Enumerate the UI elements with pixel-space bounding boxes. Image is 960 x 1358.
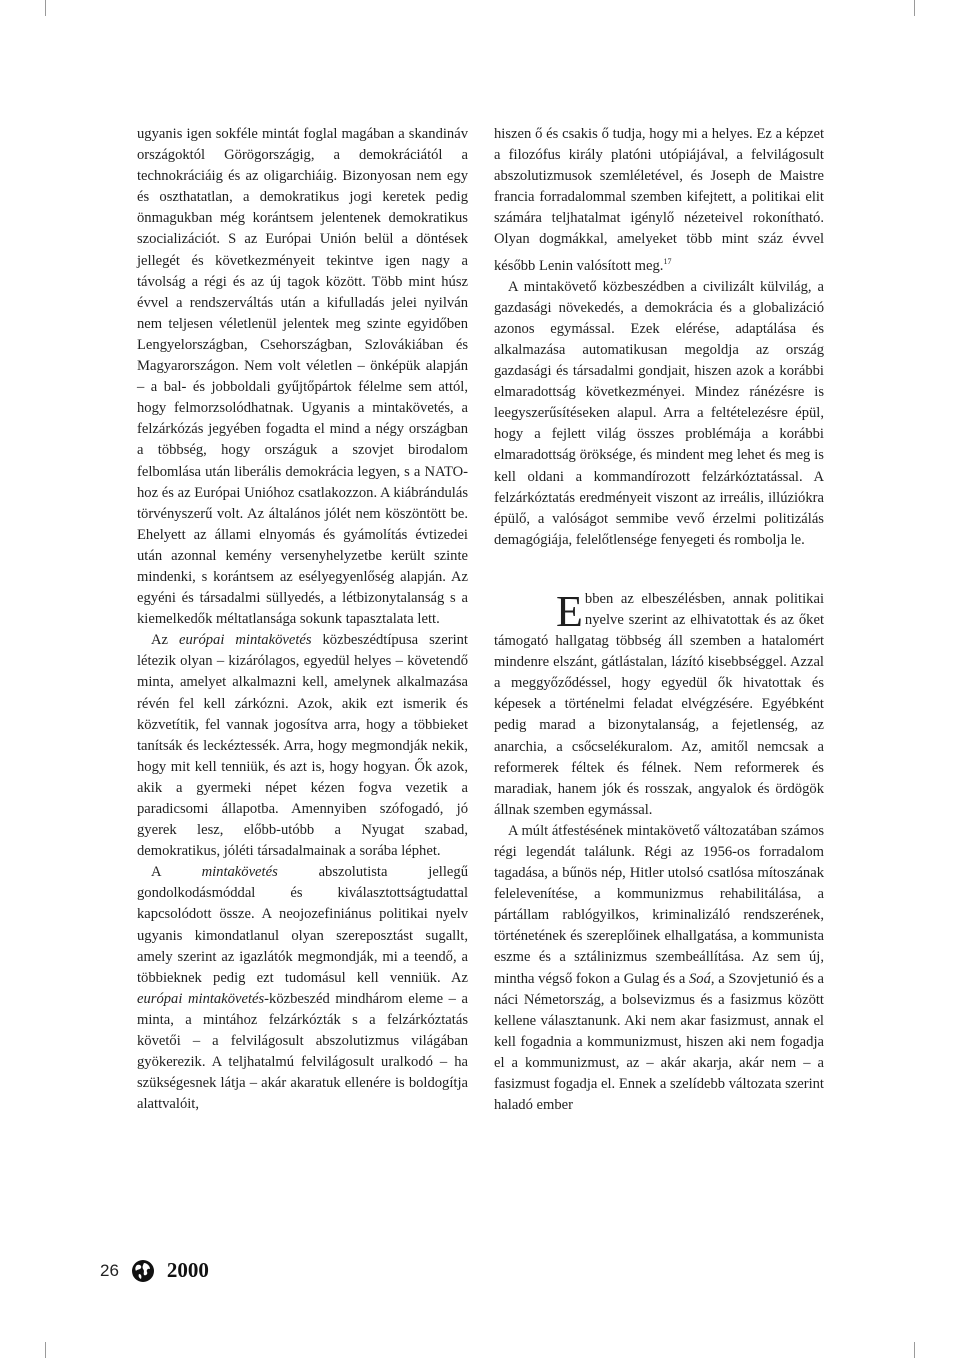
journal-title: 2000 xyxy=(166,1258,209,1282)
paragraph: A múlt átfestésének mintakövető változatában számos régi legendát találunk. Régi az 1956-os forradalom tagadása, a bűnös nép, Hitler utolsó csatlósa mítoszának felelevenítése, a kommunizmus rehabilitálása, a pártállam rablógyilkos, kriminalizáló rendszerének, történetének és szereplőinek elhallgatása, a kommunista eszme és a sztálinizmus szembeállítása. Az sem új, mintha végső fokon a Gulag és a Soá, a Szovjetunió és a náci Németország, a bolsevizmus és a fasizmus között kellene választanunk. Aki nem akar fasizmust, annak el kell fogadnia a kommunizmust, hiszen aki nem fogadja el a kommunizmust, az – akár akarja, akár nem – a fasizmust fogadja el. Ennek a szelídebb változata szerint haladó ember xyxy=(494,822,824,1114)
right-column xyxy=(494,124,824,1116)
paragraph: A mintakövető közbeszédben a civilizált külvilág, a gazdasági növekedés, a demokrácia és a globalizáció azonos egymással. Ezek elérése, adaptálása és alkalmazása automatikusan megoldja az ország gazdasági és társadalmi gondjait, hiszen azok a korábbi elmaradottság következményei. Mindez ránézésre is leegyszerűsítéseken alapul. Arra a feltételezésre épül, hogy a fejlett világ összes problémája a korábbi elmaradottság öröksége, és mindent meg lehet és meg is kell oldani a kommandírozott felzárkóztatással. A felzárkóztatás eredményeit viszont az irreális, illúziókra épülő, a valóságot semmibe vevő érzelmi politizálás demagógiája, felelőtlensége fenyegeti és rombolja le. xyxy=(494,278,824,548)
page-footer xyxy=(100,1258,209,1283)
emphasis: európai mintakövetés xyxy=(137,990,265,1007)
footnote-marker: 17 xyxy=(663,256,672,266)
emphasis: mintakövetés xyxy=(201,864,278,881)
page-number: 26 xyxy=(100,1260,119,1280)
crop-mark-bottom-right xyxy=(914,1342,915,1358)
section-opening-paragraph: Ebben az elbeszélésben, annak politikai nyelve szerint az elhivatottak és az őket támogató hallgatag többség áll szemben a hatalomért mindenre elszánt, gátlástalan, lázító kisebbséggel. Azzal a meggyőződéssel, hogy egyedül ők hivatottak és képesek a történelmi feladat elvégzésére. Egyébként pedig marad a bizonytalanság, a fejetlenség, az anarchia, a csőcselékuralom. Az, amitől nemcsak a reformerek féltek és félnek. Nem reformerek és maradiak, hanem jók és rosszak, angyalok és ördögök állnak szemben egymással. xyxy=(494,586,824,818)
drop-cap: E xyxy=(556,586,583,636)
crop-mark-top-right xyxy=(914,0,915,16)
paragraph: ugyanis igen sokféle mintát foglal magában a skandináv országoktól Görögországig, a demokráciától a technokráciáig és az oligarchiáig. Bizonyosan nem egy és oszthatatlan, a demokratikus jogi keretek pedig önmagukban még korántsem jelentenek demokratikus szocializációt. S az Európai Unión belül a döntések jellegét és következményeit tekintve igen nagy a távolság a régi és az új tagok között. Több mint húsz évvel a rendszerváltás után a kifulladás jelei nyilván nem teljesen véletlenül jelentek meg szinte egyidőben Lengyelországban, Csehországban, Szlovákiában és Magyarországon. Nem volt véletlen – önképük alapján – a bal- és jobboldali gyűjtőpártok félelme sem attól, hogy felmorzsolódhatnak. Ugyanis a mintakövetés, a felzárkózás jegyében fogadta el mind a négy országban a többség, hogy országuk a szovjet birodalom felbomlása után liberális demokrácia legyen, s a NATO-hoz és az Európai Unióhoz csatlakozzon. A kiábrándulás törvényszerű volt. Az általános jólét nem köszöntött be. Ehelyett az állami elnyomás és gyámolítás évtizedei után azonnal kemény versenyhelyzetbe került szinte mindenki, s korántsem az esélyegyenlőség alapján. Az egyéni és társadalmi süllyedés, a létbizonytalanság s a kiemelkedők méltatlansága sokunk tapasztalata lett. xyxy=(137,126,468,628)
paragraph: A mintakövetés abszolutista jellegű gondolkodásmóddal és kiválasztottságtudattal kapcsolódott össze. A neojozefiniánus politikai nyelv ugyanis kimondatlanul olyan szereposztást sugallt, amely szerint az igazlátók megmondják, mi a teendő, a többieknek pedig ezt tudomásul kell venniük. Az európai mintakövetés-közbeszéd mindhárom eleme – a minta, a mintához felzárkózták s a felzárkóztatás követői – a felvilágosult abszolutizmus világában gyökerezik. A teljhatalmú felvilágosult uralkodó – ha szükségesnek látja – akár akaratuk ellenére is boldogítja alattvalóit, xyxy=(137,864,469,1113)
globe-icon xyxy=(131,1259,155,1283)
crop-mark-bottom-left xyxy=(45,1342,46,1358)
left-column xyxy=(137,124,468,1115)
emphasis: Soá xyxy=(689,970,711,987)
crop-mark-top-left xyxy=(45,0,46,16)
paragraph: hiszen ő és csakis ő tudja, hogy mi a helyes. Ez a képzet a filozófus király platóni utópiájával, a felvilágosult abszolutizmusok szemléletével, és Joseph de Maistre francia forradalommal szemben kifejtett, a politikai elit számára teljhatalmat igénylő nézeteivel rokonítható. Olyan dogmákkal, amelyeket több mint száz évvel később Lenin valósított meg.$^{17}$ xyxy=(494,126,824,274)
emphasis: európai mintakövetés xyxy=(178,632,312,649)
paragraph: Az európai mintakövetés közbeszédtípusa szerint létezik olyan – kizárólagos, egyedül helyes – követendő minta, amelyet alkalmazni kell, amelynek alkalmazása révén fel kell zárkózni. Azok, akik ezt ismerik és közvetítik, fel vannak jogosítva arra, hogy a többieket tanítsák és leckéztessék. Arra, hogy megmondják nekik, hogy mit kell tenniük, és azt is, hogy hogyan. Ők azok, akik a gyermeki népet kézen fogva vezetik a paradicsomi állapotba. Amennyiben szófogadó, jó gyerek lesz, előbb-utóbb a Nyugat szabad, demokratikus, jóléti társadalmainak a sorába léphet. xyxy=(137,632,468,860)
